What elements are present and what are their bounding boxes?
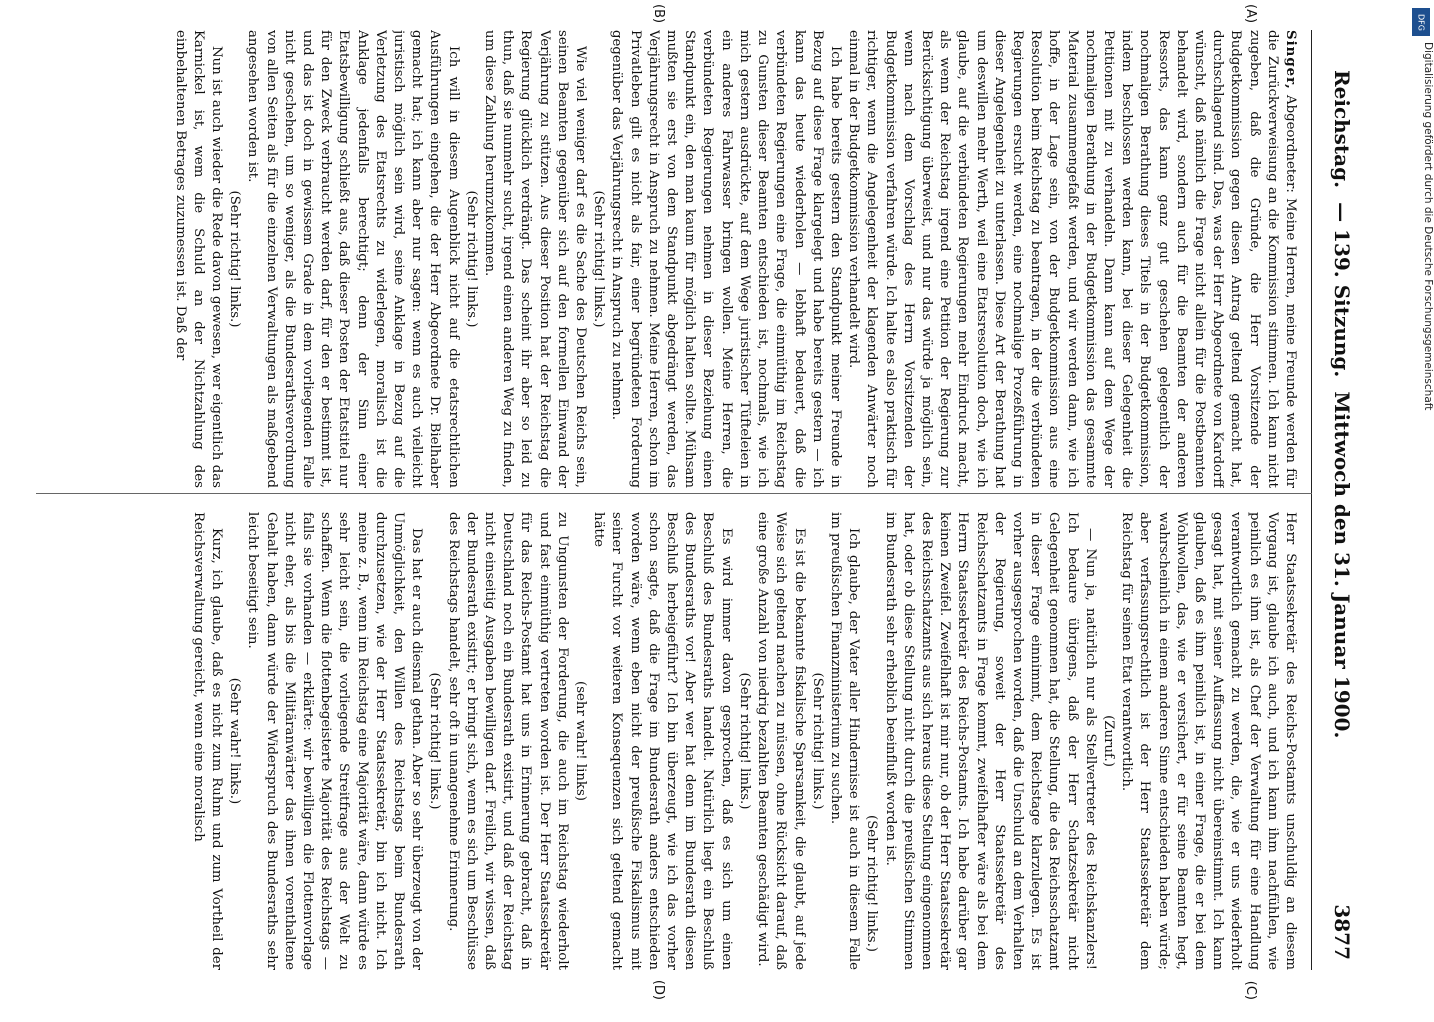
paragraph: — Nun ja, natürlich nur als Stellvertreter des Reichskanzlers! Ich bedaure übrigens, daß der Herr Schatzsekretär nicht Gelegenheit genommen hat, die Stellung, die das Reichsschatzamt in dieser Frage einnimmt, dem Reichstage klarzulegen. Es ist vorher ausgesprochen worden, daß die Unschuld an dem Verhalten der Regierung, soweit der Herr Staatssekretär des Reichsschatzamts in Frage kommt, zweifelhafter wäre als bei dem Herrn Staatssekretär des Reichs-Postamts. Ich habe darüber gar keinen Zweifel. Zweifelhaft ist mir nur, ob der Herr Staatssekretär des Reichsschatzamts aus sich heraus diese Stellung eingenommen hat, oder ob diese Stellung nicht durch die preußischen Stimmen im Bundesrath sehr erheblich beeinflußt worden ist. xyxy=(882,512,1098,970)
interjection: (Zuruf.) xyxy=(1100,715,1116,767)
paragraph: Ich habe bereits gestern den Standpunkt meiner Freunde in Bezug auf diese Frage klargelegt und habe bereits gestern — ich kann das heute wiederholen — lebhaft bedauert, daß die verbündeten Regierungen eine Frage, die einmüthig im Reichstag zu Gunsten dieser Beamten entschieden ist, nochmals, wie ich mich gestern ausdrückte, auf dem Wege juristischer Tüfteleien in ein anderes Fahrwasser bringen wollen. Meine Herren, die verbündeten Regierungen nehmen in dieser Beziehung einen Standpunkt ein, den man kaum für möglich halten sollte. Mühsam mußten sie erst von dem Standpunkt abgedrängt werden, das Verjährungsrecht in Anspruch zu nehmen. Meine Herren, schon im Privatleben gilt es nicht als fair, einer begründeten Forderung gegenüber das Verjährungsrecht in Anspruch zu nehmen. xyxy=(609,30,843,488)
speaker-name: Singer, xyxy=(1283,30,1298,90)
interjection: (Sehr richtig! links.) xyxy=(427,672,443,810)
margin-letter-a: (A) xyxy=(1243,4,1258,24)
paragraph: zu Ungunsten der Forderung, die auch im Reichstag wiederholt und fast einmüthig vertreten worden ist. Der Herr Staatssekretär für das Reichs-Postamt hat uns in Erinnerung gebracht, daß in Deutschland noch ein Bundesrath existirt, und daß der Reichstag nicht einseitig Ausgaben bewilligen darf. Freilich, wir wissen, daß der Bundesrath existirt; er bringt sich, wenn es sich um Beschlüsse des Reichstags handelt, sehr oft in unangenehme Erinnerung. xyxy=(445,512,570,970)
right-column xyxy=(14,512,1299,970)
paragraph: Es ist die bekannte fiskalische Sparsamkeit, die glaubt, auf jede Weise sich geltend machen zu müssen, ohne Rücksicht darauf, daß eine große Anzahl von niedrig bezahlten Beamten geschädigt wird. xyxy=(755,512,807,970)
rotated-page xyxy=(6,0,1386,1000)
interjection: (sehr wahr! links) xyxy=(573,681,589,801)
header-session: — 139. Sitzung. xyxy=(1330,202,1354,378)
column-rule xyxy=(36,493,1312,494)
digitization-note: Digitalisierung gefördert durch die Deutsche Forschungsgemeinschaft xyxy=(1422,42,1434,411)
paragraph-text: Abgeordneter: Meine Herren, meine Freunde werden für die Zurückverweisung an die Kommission stimmen. Ich kann nicht zugeben, daß die Gründe, die Herr Vorsitzende der Budgetkommission gegen diesen Antrag geltend gemacht hat, durchschlagend sind. Das, was der Herr Abgeordnete von Kardorff wünscht, daß nämlich die Frage nicht allein für die Postbeamten behandelt wird, sondern auch für die Beamten der anderen Ressorts, das kann ganz gut geschehen gelegentlich der nochmaligen Berathung dieses Titels in der Budgetkommission, indem beschlossen werden kann, bei dieser Gelegenheit die Petitionen mit zu verhandeln. Dann kann auf dem Wege der nochmaligen Berathung in der Budgetkommission das gesammte Material zusammengefaßt werden, und wir werden dann, wie ich hoffe, in der Lage sein, von der Budgetkommission aus eine Resolution beim Reichstag zu beantragen, in der die verbündeten Regierungen ersucht werden, eine nochmalige Prozeßführung in dieser Angelegenheit zu unterlassen. Diese Art der Berathung hat um deswillen mehr Werth, weil eine Etatsresolution doch, wie ich glaube, auf die verbündeten Regierungen mehr Eindruck macht, als wenn der Reichstag irgend eine Petition der Regierung zur Berücksichtigung überweist, und nur das würde ja möglich sein, wenn nach dem Vorschlag des Herrn Vorsitzenden der Budgetkommission verfahren würde. Ich halte es also praktisch für richtiger, wenn die Angelegenheit der klagenden Anwärter noch einmal in der Budgetkommission verhandelt wird. xyxy=(846,30,1298,488)
paragraph: Ich glaube, der Vater aller Hindernisse ist auch in diesem Falle im preußischen Finanzministerium zu suchen. xyxy=(827,512,862,970)
paragraph: Wie viel weniger darf es die Sache des Deutschen Reichs sein, seinen Beamten gegenüber sich auf den formellen Einwand der Verjährung zu stützen. Aus dieser Position hat der Reichstag die Regierung glücklich verdrängt. Das scheint ihr aber so leid zu thun, daß sie nunmehr sucht, irgend einen anderen Weg zu finden, um diese Zahlung herumzukommen. xyxy=(482,30,589,488)
paragraph: Es wird immer davon gesprochen, daß es sich um einen Beschluß des Bundesraths handelt. Natürlich liegt ein Beschluß des Bundesraths vor! Aber wer hat denn im Bundesrath diesen Beschluß herbeigeführt? Ich bin überzeugt, wie ich das vorher schon sagte, daß die Frage im Bundesrath anders entschieden worden wäre, wenn eben nicht der preußische Fiskalismus mit seiner Furcht vor weiteren Konsequenzen sich geltend gemacht hätte xyxy=(591,512,734,970)
digitization-strip xyxy=(1408,8,1434,1000)
margin-letter-b: (B) xyxy=(651,4,666,24)
paragraph: Kurz, ich glaube, daß es nicht zum Ruhm und zum Vortheil der Reichsverwaltung gereicht, wenn eine moralisch xyxy=(190,512,225,970)
page-header xyxy=(1311,30,1368,970)
left-column xyxy=(14,30,1299,488)
interjection: (Sehr richtig! links.) xyxy=(809,672,825,810)
header-date: Mittwoch den 31. Januar 1900. xyxy=(1330,391,1354,739)
interjection: (Sehr richtig! links.) xyxy=(463,190,479,328)
paragraph: Das hat er auch diesmal gethan. Aber so sehr überzeugt von der Unmöglichkeit, den Willen des Reichstags beim Bundesrath durchzusetzen, wie der Herr Staatssekretär, bin ich nicht. Ich meine z. B., wenn im Reichstag eine Majorität wäre, dann würde es sehr leicht sein, die vorliegende Streitfrage aus der Welt zu schaffen. Wenn die flottenbegeisterte Majorität des Reichstags — falls sie vorhanden — erklärte: wir bewilligen die Flottenvorlage nicht eher, als bis die Militäranwärter das ihnen vorenthaltene Gehalt haben, dann würde der Widerspruch des Bundesraths sehr leicht beseitigt sein. xyxy=(245,512,425,970)
page-number: 3877 xyxy=(1330,904,1354,960)
paragraph xyxy=(844,30,1299,488)
paragraph: Ich will in diesem Augenblick nicht auf die etatsrechtlichen Ausführungen eingehen, die der Herr Abgeordnete Dr. Bielhaber gemacht hat; ich kann aber nur sagen: wenn es auch vielleicht juristisch möglich sein wird, seine Anklage in Bezug auf die Verletzung des Etatsrechts zu widerlegen, moralisch ist die Anklage jedenfalls berechtigt; denn der Sinn einer Etatsbewilligung schließt aus, daß dieser Posten der Etatstitel nur für den Zweck verbraucht werden darf, für den er bestimmt ist, und das ist doch in gewissem Grade in dem vorliegenden Falle nicht geschehen, um so weniger, als die Bundesrathsverordnung von allen Seiten als für die einzelnen Verwaltungen als maßgebend angesehen worden ist. xyxy=(245,30,461,488)
paragraph: Nun ist auch wieder die Rede davon gewesen, wer eigentlich das Karnickel ist, wem die Schuld an der Nichtzahlung des einbehaltenen Betrages zuzumessen ist. Daß der xyxy=(172,30,225,488)
margin-letter-d: (D) xyxy=(651,979,666,1000)
interjection: (Sehr richtig! links.) xyxy=(227,190,243,328)
interjection: (Sehr richtig! links.) xyxy=(591,190,607,328)
interjection: (Sehr richtig! links.) xyxy=(736,672,752,810)
margin-letter-c: (C) xyxy=(1243,980,1258,1000)
interjection: (Sehr richtig! links.) xyxy=(864,815,880,952)
header-parliament: Reichstag. xyxy=(1330,70,1354,189)
paragraph: Herr Staatssekretär des Reichs-Postamts unschuldig an diesem Vorgang ist, glaube ich auch, und ich kann ihm nachfühlen, wie peinlich es ihm ist, als Chef der Verwaltung für eine Handlung verantwortlich gemacht zu werden, die, wie er uns wiederholt gesagt hat, mit seiner Auffassung nicht übereinstimmt. Ich kann glauben, daß es ihm peinlich ist, in einer Frage, die er bei dem Wohlwollen, das, wie er versichert, er für seine Beamten hegt, wahrscheinlich in einem anderen Sinne entschieden haben würde; aber verfassungsrechtlich ist der Herr Staatssekretär dem Reichstag für seinen Etat verantwortlich. xyxy=(1119,512,1298,970)
interjection: (Sehr wahr! links.) xyxy=(227,677,243,805)
dfg-logo: DFG xyxy=(1412,8,1430,36)
text-columns xyxy=(14,30,1299,970)
